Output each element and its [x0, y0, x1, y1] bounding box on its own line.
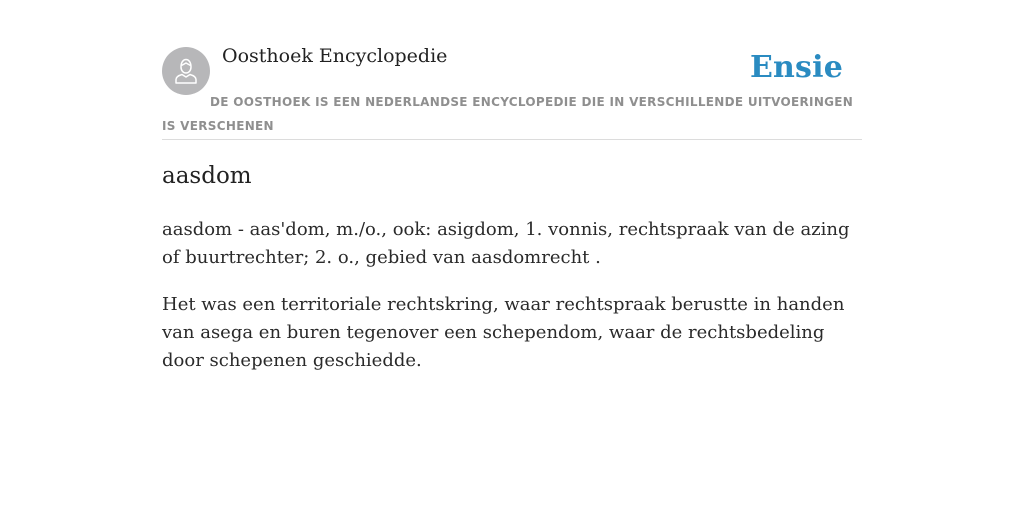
ensie-logo-link[interactable]: Ensie: [749, 50, 843, 85]
entry-paragraph: Het was een territoriale rechtskring, waar rechtspraak berustte in handen van asega en buren tegenover een schependom, waar de rechtsbedeling door schepenen geschiedde.: [162, 294, 845, 371]
entry-body: [162, 216, 862, 394]
source-title[interactable]: Oosthoek Encyclopedie: [222, 45, 448, 67]
content-container: [162, 0, 862, 371]
source-avatar[interactable]: [162, 47, 210, 95]
source-header: [162, 0, 862, 140]
user-outline-icon: [171, 56, 201, 86]
entry-title: aasdom: [162, 163, 252, 189]
entry-paragraph: aasdom - aas'dom, m./o., ook: asigdom, 1. vonnis, rechtspraak van de azing of buurtrechter; 2. o., gebied van aasdomrecht .: [162, 219, 850, 268]
source-description: DE OOSTHOEK IS EEN NEDERLANDSE ENCYCLOPEDIE DIE IN VERSCHILLENDE UITVOERINGEN IS VERSCHENEN: [162, 95, 854, 133]
